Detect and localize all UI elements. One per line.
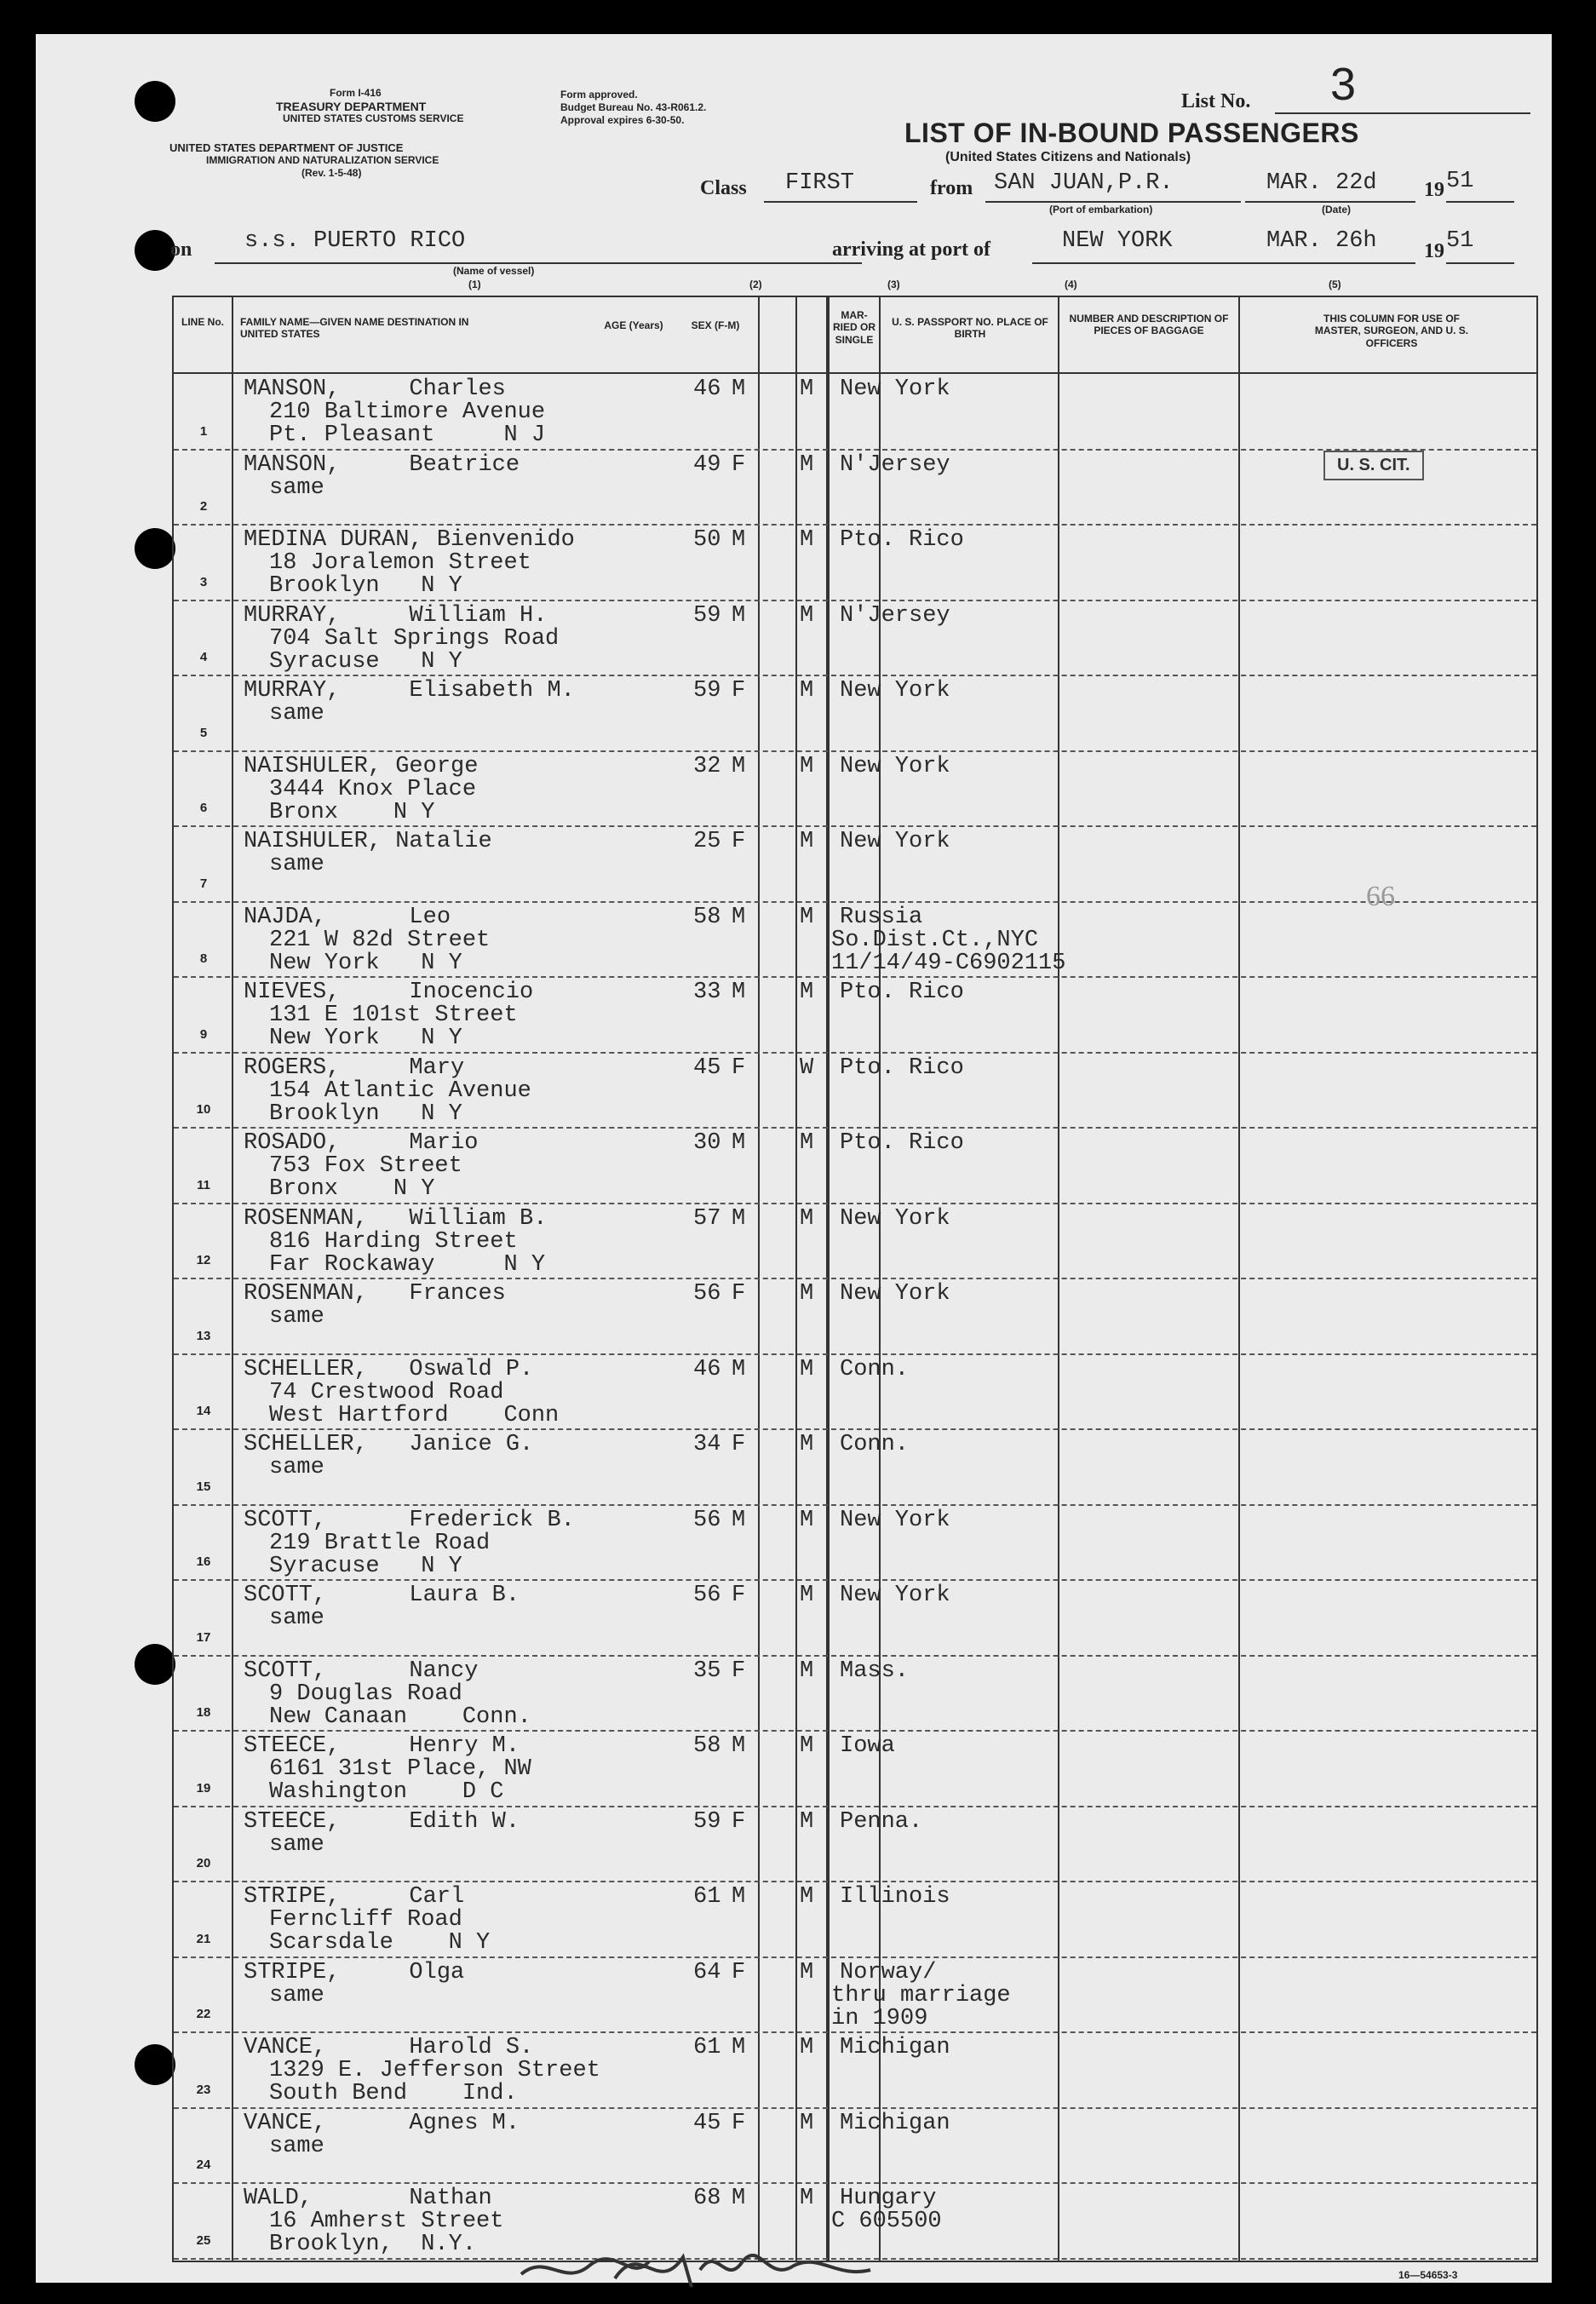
marital-status: M	[800, 678, 814, 704]
sex: M	[732, 2186, 746, 2212]
passenger-rows	[174, 374, 1536, 2259]
table-row	[174, 675, 1536, 751]
address-line-2: Brooklyn N Y	[269, 1100, 462, 1127]
marital-status: M	[800, 451, 814, 478]
age: 49	[693, 451, 721, 478]
header-sex: SEX (F-M)	[691, 319, 740, 331]
list-no-value: 3	[1330, 59, 1357, 110]
table-row	[174, 2032, 1536, 2108]
address-line-2: New York N Y	[269, 950, 462, 976]
address-line-1: Ferncliff Road	[269, 1907, 462, 1933]
birthplace: Pto. Rico	[840, 980, 964, 1006]
passenger-name: VANCE, Agnes M.	[244, 2110, 520, 2136]
marital-status: M	[800, 1205, 814, 1232]
birthplace: Conn.	[840, 1356, 910, 1382]
line-number: 4	[199, 650, 208, 665]
approval-expires: Approval expires 6-30-50.	[560, 114, 685, 126]
age: 30	[693, 1130, 721, 1157]
marital-status: M	[800, 904, 814, 930]
age: 35	[693, 1658, 721, 1684]
address-line-2: Scarsdale N Y	[269, 1930, 491, 1956]
budget-bureau: Budget Bureau No. 43-R061.2.	[560, 101, 707, 113]
address-line-2: West Hartford Conn	[269, 1402, 560, 1428]
list-no-label: List No.	[1181, 90, 1251, 112]
marital-status: M	[800, 2110, 814, 2136]
header-married: MAR-RIED OR SINGLE	[832, 309, 876, 346]
line-number: 9	[199, 1026, 208, 1042]
marital-status: M	[800, 1281, 814, 1307]
passenger-name: STEECE, Edith W.	[244, 1808, 520, 1835]
sex: M	[732, 753, 746, 779]
address-line-1: same	[269, 474, 324, 501]
marital-status: M	[800, 1808, 814, 1835]
line-number: 6	[199, 801, 208, 816]
line-number: 25	[196, 2232, 211, 2248]
table-row	[174, 600, 1536, 676]
birthplace-line-3: 11/14/49-C6902115	[831, 950, 1066, 976]
binder-hole	[135, 2044, 175, 2085]
address-line-1: 816 Harding Street	[269, 1228, 518, 1255]
line-number: 20	[196, 1856, 211, 1871]
vessel-note: (Name of vessel)	[453, 265, 535, 277]
age: 61	[693, 2035, 721, 2061]
header-baggage: NUMBER AND DESCRIPTION OF PIECES OF BAGGAGE	[1069, 313, 1229, 337]
marital-status: M	[800, 753, 814, 779]
passenger-name: WALD, Nathan	[244, 2186, 492, 2212]
sex: M	[732, 376, 746, 402]
address-line-1: 219 Brattle Road	[269, 1530, 491, 1556]
line-number: 23	[196, 2082, 211, 2097]
table-row	[174, 2108, 1536, 2184]
address-line-1: 18 Joralemon Street	[269, 550, 531, 577]
line-number: 15	[196, 1479, 211, 1494]
birthplace: New York	[840, 376, 950, 402]
birthplace: Hungary	[840, 2186, 937, 2212]
page-title: LIST OF IN-BOUND PASSENGERS	[904, 118, 1359, 148]
marital-status: W	[800, 1054, 814, 1081]
page-subtitle: (United States Citizens and Nationals)	[945, 150, 1191, 164]
treasury-dept: TREASURY DEPARTMENT	[276, 100, 427, 113]
address-line-1: 131 E 101st Street	[269, 1003, 518, 1029]
passenger-name: NAISHULER, George	[244, 753, 479, 779]
birthplace: New York	[840, 753, 950, 779]
header-name: FAMILY NAME—GIVEN NAME DESTINATION IN UNITED STATES	[240, 316, 469, 341]
sex: M	[732, 1356, 746, 1382]
sex: F	[732, 451, 746, 478]
birthplace: Mass.	[840, 1658, 910, 1684]
sex: F	[732, 1583, 746, 1609]
table-row	[174, 902, 1536, 978]
header-line-no: LINE No.	[181, 316, 224, 328]
address-line-2: Pt. Pleasant N J	[269, 422, 546, 448]
address-line-1: same	[269, 1304, 324, 1330]
passenger-name: ROSADO, Mario	[244, 1130, 479, 1157]
line-number: 11	[197, 1177, 210, 1192]
table-row	[174, 1580, 1536, 1656]
passenger-name: SCOTT, Laura B.	[244, 1583, 520, 1609]
passenger-name: SCOTT, Frederick B.	[244, 1507, 575, 1533]
address-line-1: 154 Atlantic Avenue	[269, 1077, 531, 1104]
col5-number: (5)	[1329, 279, 1341, 290]
col2-number: (2)	[749, 279, 762, 290]
passenger-name: MANSON, Charles	[244, 376, 506, 402]
address-line-2: Bronx N Y	[269, 1176, 435, 1203]
line-number: 10	[196, 1102, 211, 1118]
class-label: Class	[700, 177, 747, 199]
sex: F	[732, 1808, 746, 1835]
address-line-1: 1329 E. Jefferson Street	[269, 2058, 600, 2084]
age: 56	[693, 1507, 721, 1533]
line-number: 12	[196, 1253, 211, 1268]
header-passport: U. S. PASSPORT NO. PLACE OF BIRTH	[892, 316, 1048, 341]
birthplace-line-3: in 1909	[831, 2005, 928, 2031]
address-line-2: New Canaan Conn.	[269, 1704, 531, 1730]
marital-status: M	[800, 527, 814, 554]
line-number: 24	[196, 2157, 211, 2173]
date-note: (Date)	[1322, 204, 1352, 215]
marital-status: M	[800, 602, 814, 629]
sex: F	[732, 678, 746, 704]
marital-status: M	[800, 1356, 814, 1382]
from-value: SAN JUAN,P.R.	[994, 170, 1174, 196]
birthplace: N'Jersey	[840, 451, 950, 478]
vessel-name: s.s. PUERTO RICO	[244, 228, 466, 254]
sex: F	[732, 2110, 746, 2136]
birthplace: Iowa	[840, 1733, 895, 1760]
sex: M	[732, 904, 746, 930]
marital-status: M	[800, 1507, 814, 1533]
marital-status: M	[800, 376, 814, 402]
age: 58	[693, 1733, 721, 1760]
arriving-label: arriving at port of	[832, 238, 990, 261]
address-line-2: Washington D C	[269, 1779, 504, 1806]
marital-status: M	[800, 829, 814, 855]
passenger-name: STEECE, Henry M.	[244, 1733, 520, 1760]
immigration-service: IMMIGRATION AND NATURALIZATION SERVICE	[206, 154, 439, 166]
marital-status: M	[800, 1658, 814, 1684]
manifest-page	[36, 34, 1552, 2283]
binder-hole	[135, 528, 175, 569]
age: 45	[693, 1054, 721, 1081]
passenger-name: MURRAY, William H.	[244, 602, 548, 629]
birthplace: New York	[840, 678, 950, 704]
table-row	[174, 826, 1536, 902]
binder-hole	[135, 81, 175, 122]
birthplace: New York	[840, 1507, 950, 1533]
age: 46	[693, 1356, 721, 1382]
age: 32	[693, 753, 721, 779]
sex: M	[732, 2035, 746, 2061]
table-row	[174, 525, 1536, 600]
sex: M	[732, 602, 746, 629]
header-age: AGE (Years)	[604, 319, 663, 331]
sex: M	[732, 1130, 746, 1157]
sex: F	[732, 1959, 746, 1985]
line-number: 21	[196, 1931, 211, 1946]
form-approved: Form approved.	[560, 89, 638, 101]
address-line-1: same	[269, 1982, 324, 2008]
table-row	[174, 1731, 1536, 1807]
year-value: 51	[1446, 169, 1474, 194]
age: 46	[693, 376, 721, 402]
address-line-1: 3444 Knox Place	[269, 776, 477, 802]
table-row	[174, 1128, 1536, 1204]
on-label: on	[170, 238, 192, 261]
birthplace: Russia	[840, 904, 923, 930]
passenger-name: MEDINA DURAN, Bienvenido	[244, 527, 575, 554]
arrival-date: MAR. 26h	[1266, 228, 1377, 254]
arrival-year-prefix: 19	[1424, 240, 1444, 262]
line-number: 14	[196, 1404, 211, 1419]
passenger-name: NAISHULER, Natalie	[244, 829, 492, 855]
table-row	[174, 977, 1536, 1053]
sex: F	[732, 829, 746, 855]
passenger-name: VANCE, Harold S.	[244, 2035, 534, 2061]
arrival-port: NEW YORK	[1062, 228, 1173, 254]
sex: M	[732, 980, 746, 1006]
address-line-1: 74 Crestwood Road	[269, 1379, 504, 1405]
age: 45	[693, 2110, 721, 2136]
line-number: 17	[196, 1629, 211, 1645]
address-line-1: same	[269, 852, 324, 878]
sex: M	[732, 527, 746, 554]
table-row	[174, 1505, 1536, 1581]
col3-number: (3)	[887, 279, 900, 290]
birthplace: Illinois	[840, 1884, 950, 1910]
address-line-1: same	[269, 2133, 324, 2159]
age: 59	[693, 678, 721, 704]
line-number: 19	[196, 1780, 211, 1796]
table-row	[174, 1354, 1536, 1430]
age: 56	[693, 1583, 721, 1609]
birthplace: Pto. Rico	[840, 527, 964, 554]
birthplace-line-2: So.Dist.Ct.,NYC	[831, 927, 1039, 953]
header-officers: THIS COLUMN FOR USE OF MASTER, SURGEON, AND U. S. OFFICERS	[1314, 313, 1469, 349]
marital-status: M	[800, 1733, 814, 1760]
table-row	[174, 1053, 1536, 1129]
sex: F	[732, 1054, 746, 1081]
marital-status: M	[800, 1583, 814, 1609]
birthplace: New York	[840, 1205, 950, 1232]
marital-status: M	[800, 1959, 814, 1985]
line-number: 18	[196, 1705, 211, 1721]
address-line-1: 6161 31st Place, NW	[269, 1756, 531, 1783]
sex: M	[732, 1205, 746, 1232]
birthplace: N'Jersey	[840, 602, 950, 629]
line-number: 16	[196, 1554, 211, 1570]
official-signature	[513, 2236, 904, 2295]
address-line-1: 221 W 82d Street	[269, 927, 491, 953]
line-number: 7	[199, 876, 208, 891]
sex: M	[732, 1733, 746, 1760]
table-row	[174, 751, 1536, 827]
passenger-name: SCHELLER, Janice G.	[244, 1432, 534, 1458]
birthplace: New York	[840, 1583, 950, 1609]
marital-status: M	[800, 2186, 814, 2212]
table-row	[174, 1429, 1536, 1505]
birthplace: Michigan	[840, 2110, 950, 2136]
passenger-table	[172, 296, 1538, 2262]
age: 34	[693, 1432, 721, 1458]
table-row	[174, 1807, 1536, 1882]
passenger-name: MURRAY, Elisabeth M.	[244, 678, 575, 704]
address-line-1: same	[269, 1831, 324, 1858]
table-row	[174, 1957, 1536, 2033]
sex: M	[732, 1884, 746, 1910]
table-row	[174, 1278, 1536, 1354]
passenger-name: ROGERS, Mary	[244, 1054, 465, 1081]
sex: F	[732, 1281, 746, 1307]
revision: (Rev. 1-5-48)	[301, 167, 362, 179]
age: 64	[693, 1959, 721, 1985]
address-line-2: South Bend Ind.	[269, 2081, 518, 2107]
passenger-name: NAJDA, Leo	[244, 904, 451, 930]
passenger-name: STRIPE, Olga	[244, 1959, 465, 1985]
address-line-1: same	[269, 1606, 324, 1632]
address-line-1: same	[269, 1455, 324, 1481]
birthplace: Michigan	[840, 2035, 950, 2061]
passenger-name: SCOTT, Nancy	[244, 1658, 479, 1684]
col1-number: (1)	[468, 279, 481, 290]
birthplace: New York	[840, 1281, 950, 1307]
address-line-2: Syracuse N Y	[269, 1553, 462, 1579]
age: 59	[693, 1808, 721, 1835]
embark-date: MAR. 22d	[1266, 170, 1377, 196]
line-number: 3	[199, 574, 208, 589]
address-line-2: Syracuse N Y	[269, 648, 462, 675]
line-number: 8	[199, 951, 208, 967]
address-line-1: 9 Douglas Road	[269, 1681, 462, 1707]
line-number: 2	[199, 499, 208, 514]
table-row	[174, 1204, 1536, 1279]
address-line-2: Brooklyn, N.Y.	[269, 2232, 477, 2258]
port-note: (Port of embarkation)	[1049, 204, 1153, 215]
arrival-year: 51	[1446, 228, 1474, 254]
birthplace-line-2: thru marriage	[831, 1982, 1011, 2008]
line-number: 1	[199, 423, 208, 439]
marital-status: M	[800, 1130, 814, 1157]
table-row	[174, 374, 1536, 450]
binder-hole	[135, 230, 175, 271]
justice-dept: UNITED STATES DEPARTMENT OF JUSTICE	[169, 141, 404, 154]
year-prefix: 19	[1424, 179, 1444, 201]
birthplace-line-2: C 605500	[831, 2209, 942, 2235]
sex: F	[732, 1432, 746, 1458]
col4-number: (4)	[1065, 279, 1077, 290]
marital-status: M	[800, 980, 814, 1006]
margin-note: 66	[1366, 881, 1395, 912]
class-value: FIRST	[785, 170, 855, 196]
address-line-2: Brooklyn N Y	[269, 573, 462, 600]
marital-status: M	[800, 2035, 814, 2061]
sex: F	[732, 1658, 746, 1684]
birthplace: Conn.	[840, 1432, 910, 1458]
age: 56	[693, 1281, 721, 1307]
passenger-name: NIEVES, Inocencio	[244, 980, 534, 1006]
birthplace: Penna.	[840, 1808, 923, 1835]
passenger-name: STRIPE, Carl	[244, 1884, 465, 1910]
passenger-name: MANSON, Beatrice	[244, 451, 520, 478]
birthplace: Pto. Rico	[840, 1054, 964, 1081]
birthplace: New York	[840, 829, 950, 855]
age: 59	[693, 602, 721, 629]
address-line-2: Bronx N Y	[269, 799, 435, 825]
table-row	[174, 1656, 1536, 1732]
passenger-name: ROSENMAN, Frances	[244, 1281, 506, 1307]
age: 58	[693, 904, 721, 930]
from-label: from	[930, 177, 973, 199]
address-line-1: 753 Fox Street	[269, 1153, 462, 1180]
age: 33	[693, 980, 721, 1006]
passenger-name: ROSENMAN, William B.	[244, 1205, 548, 1232]
age: 68	[693, 2186, 721, 2212]
binder-hole	[135, 1644, 175, 1685]
address-line-2: New York N Y	[269, 1026, 462, 1052]
line-number: 13	[196, 1328, 211, 1343]
age: 25	[693, 829, 721, 855]
address-line-1: 704 Salt Springs Road	[269, 625, 560, 652]
footer-code: 16—54653-3	[1398, 2269, 1458, 2281]
line-number: 5	[199, 725, 208, 740]
table-row	[174, 1882, 1536, 1957]
customs-service: UNITED STATES CUSTOMS SERVICE	[283, 112, 464, 124]
birthplace: Norway/	[840, 1959, 937, 1985]
address-line-1: same	[269, 701, 324, 727]
address-line-2: Far Rockaway N Y	[269, 1251, 546, 1278]
us-cit-stamp: U. S. CIT.	[1323, 451, 1424, 480]
marital-status: M	[800, 1432, 814, 1458]
form-number: Form I-416	[330, 87, 382, 99]
age: 50	[693, 527, 721, 554]
address-line-1: 16 Amherst Street	[269, 2209, 504, 2235]
sex: M	[732, 1507, 746, 1533]
marital-status: M	[800, 1884, 814, 1910]
age: 57	[693, 1205, 721, 1232]
line-number: 22	[196, 2007, 211, 2022]
passenger-name: SCHELLER, Oswald P.	[244, 1356, 534, 1382]
age: 61	[693, 1884, 721, 1910]
birthplace: Pto. Rico	[840, 1130, 964, 1157]
address-line-1: 210 Baltimore Avenue	[269, 399, 546, 425]
